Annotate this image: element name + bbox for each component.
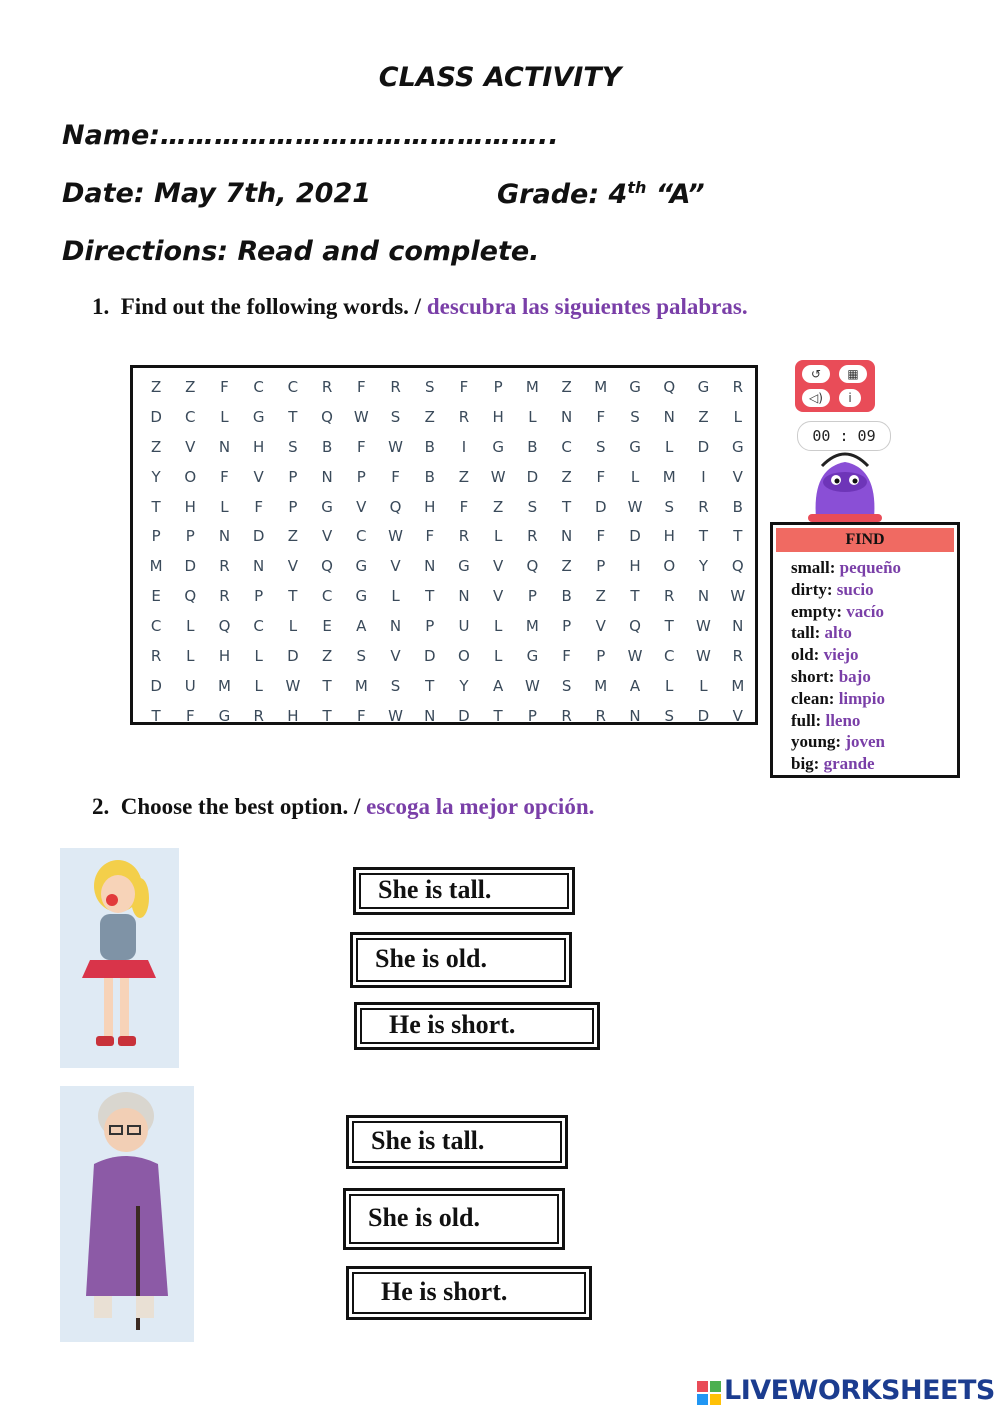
grid-letter[interactable]: G	[629, 437, 641, 456]
grid-letter[interactable]: P	[493, 377, 503, 396]
question-2: 2. Choose the best option. / escoga la mejor opción.	[92, 794, 595, 819]
timer: 00 : 09	[797, 421, 891, 451]
find-word-item	[791, 753, 901, 775]
grid-letter[interactable]: Q	[526, 557, 539, 576]
grid-letter[interactable]: L	[699, 676, 708, 695]
grid-letter[interactable]: V	[732, 467, 743, 486]
grid-letter[interactable]: V	[493, 587, 504, 606]
grid-letter[interactable]: M	[149, 557, 163, 576]
grid-row	[139, 701, 755, 731]
grid-letter[interactable]: L	[288, 617, 298, 636]
grid-letter[interactable]: H	[629, 557, 641, 576]
grid-letter[interactable]: F	[220, 467, 229, 486]
find-word-en: young:	[791, 732, 842, 752]
grid-letter[interactable]: N	[560, 407, 573, 426]
grid-letter[interactable]: L	[630, 467, 640, 486]
grid-letter[interactable]: Q	[389, 497, 402, 516]
grid-letter[interactable]: W	[388, 706, 403, 725]
grid-letter[interactable]: B	[561, 587, 572, 606]
find-word-item	[791, 601, 901, 623]
grid-letter[interactable]: Z	[185, 377, 196, 396]
word-search-grid[interactable]	[130, 365, 758, 725]
option-she-is-old-1[interactable]: She is old.	[350, 932, 572, 988]
grid-letter[interactable]: V	[253, 467, 264, 486]
grid-letter[interactable]: Z	[458, 467, 470, 486]
find-word-item	[791, 688, 901, 710]
word-search-table[interactable]	[139, 372, 755, 731]
grid-letter[interactable]: H	[184, 497, 196, 516]
grid-letter[interactable]: H	[663, 527, 675, 546]
grid-letter[interactable]: P	[254, 587, 264, 606]
grid-letter[interactable]: V	[390, 646, 401, 665]
grid-letter[interactable]: W	[490, 467, 506, 486]
grade-label: Grade: 4th “A”	[497, 178, 705, 210]
find-heading: FIND	[776, 528, 954, 552]
find-word-en: small:	[791, 558, 836, 577]
grid-letter[interactable]: F	[220, 377, 229, 396]
grid-letter[interactable]: H	[253, 437, 265, 456]
grid-letter[interactable]: Q	[184, 587, 197, 606]
grid-letter[interactable]: Q	[663, 377, 676, 396]
grid-letter[interactable]: G	[492, 437, 504, 456]
grid-letter[interactable]: T	[288, 587, 298, 606]
grid-letter[interactable]: B	[321, 437, 333, 456]
grid-letter[interactable]: S	[561, 676, 572, 695]
grid-letter[interactable]: Z	[698, 407, 709, 426]
grid-letter[interactable]: Y	[151, 467, 161, 486]
grid-letter[interactable]: N	[560, 527, 573, 546]
grid-letter[interactable]: R	[664, 587, 675, 606]
grid-letter[interactable]: F	[185, 706, 195, 725]
grid-letter[interactable]: P	[596, 557, 606, 576]
grid-letter[interactable]: F	[425, 527, 435, 546]
liveworksheets-logo-icon	[697, 1381, 721, 1405]
grid-letter[interactable]: S	[527, 497, 538, 516]
grid-letter[interactable]: V	[185, 437, 196, 456]
grid-letter[interactable]: C	[185, 407, 196, 426]
girl-image	[60, 848, 179, 1068]
grid-letter[interactable]: N	[321, 467, 333, 486]
grid-letter[interactable]: L	[665, 676, 674, 695]
grid-letter[interactable]: R	[253, 706, 264, 725]
grid-letter[interactable]: L	[254, 646, 263, 665]
grid-letter[interactable]: W	[353, 407, 369, 426]
grid-letter[interactable]: Z	[595, 587, 606, 606]
grid-letter[interactable]: N	[389, 617, 402, 636]
grid-letter[interactable]: P	[527, 587, 537, 606]
find-word-item	[791, 710, 901, 732]
grid-letter[interactable]: S	[664, 497, 674, 516]
grid-letter[interactable]: F	[562, 646, 571, 665]
grid-letter[interactable]: C	[356, 527, 367, 546]
grid-letter[interactable]: M	[525, 617, 539, 636]
directions: Directions: Read and complete.	[62, 236, 540, 267]
grid-letter[interactable]: W	[388, 437, 403, 456]
grid-letter[interactable]: S	[390, 676, 401, 695]
grid-letter[interactable]: D	[287, 646, 299, 665]
grid-letter[interactable]: N	[218, 437, 231, 456]
grid-letter[interactable]: Q	[731, 557, 744, 576]
grid-letter[interactable]: D	[526, 467, 539, 486]
grid-letter[interactable]: O	[663, 557, 676, 576]
grid-letter[interactable]: S	[288, 437, 298, 456]
grid-letter[interactable]: D	[458, 706, 470, 725]
grid-letter[interactable]: T	[698, 527, 709, 546]
grid-letter[interactable]: M	[354, 676, 368, 695]
grid-letter[interactable]: B	[424, 437, 435, 456]
grid-letter[interactable]: F	[459, 377, 469, 396]
grid-letter[interactable]: D	[594, 497, 607, 516]
grid-letter[interactable]: R	[698, 497, 709, 516]
grid-row	[139, 521, 755, 551]
grid-letter[interactable]: T	[322, 706, 332, 725]
option-she-is-tall-2[interactable]: She is tall.	[346, 1115, 568, 1169]
grid-letter[interactable]: L	[220, 497, 229, 516]
grid-letter[interactable]: S	[664, 706, 674, 725]
find-word-en: full:	[791, 710, 822, 730]
find-word-es: limpio	[838, 688, 885, 708]
grid-letter[interactable]: V	[595, 617, 606, 636]
grid-letter[interactable]: F	[254, 497, 263, 516]
grid-letter[interactable]: L	[254, 676, 263, 695]
option-she-is-tall-1[interactable]: She is tall.	[353, 867, 575, 915]
page-title: CLASS ACTIVITY	[378, 62, 622, 93]
grid-letter[interactable]: F	[391, 467, 400, 486]
grid-letter[interactable]: T	[664, 617, 674, 636]
grid-letter[interactable]: M	[594, 377, 608, 396]
find-word-es: alto	[824, 623, 852, 643]
grid-letter[interactable]: E	[322, 617, 332, 636]
grid-letter[interactable]: T	[151, 497, 161, 516]
grid-letter[interactable]: T	[322, 676, 332, 695]
sound-icon[interactable]: ◁)	[802, 389, 830, 407]
grid-letter[interactable]: N	[458, 587, 470, 606]
grid-letter[interactable]: G	[458, 557, 470, 576]
grid-letter[interactable]: C	[561, 437, 572, 456]
grid-letter[interactable]: S	[424, 377, 435, 396]
grid-letter[interactable]: L	[391, 587, 400, 606]
grid-letter[interactable]: D	[150, 407, 162, 426]
grid-letter[interactable]: G	[629, 377, 641, 396]
find-word-es: viejo	[823, 645, 859, 665]
grid-letter[interactable]: F	[459, 497, 469, 516]
grid-letter[interactable]: T	[562, 497, 572, 516]
grid-letter[interactable]: H	[287, 706, 299, 725]
grid-letter[interactable]: F	[596, 527, 606, 546]
grid-letter[interactable]: R	[527, 527, 538, 546]
grid-letter[interactable]: F	[596, 467, 606, 486]
grid-letter[interactable]: G	[697, 377, 710, 396]
grid-letter[interactable]: G	[252, 407, 265, 426]
grid-letter[interactable]: H	[424, 497, 436, 516]
grid-letter[interactable]: T	[151, 706, 161, 725]
grid-letter[interactable]: Q	[629, 617, 641, 636]
grid-letter[interactable]: V	[356, 497, 367, 516]
grid-letter[interactable]: A	[356, 617, 367, 636]
grid-letter[interactable]: L	[186, 646, 195, 665]
grid-row	[139, 641, 755, 671]
grid-letter[interactable]: U	[458, 617, 470, 636]
game-controls	[795, 360, 875, 412]
grid-letter[interactable]: R	[561, 706, 572, 725]
grid-letter[interactable]: B	[732, 497, 743, 516]
find-word-es: sucio	[836, 579, 874, 599]
grid-letter[interactable]: L	[493, 646, 503, 665]
grid-letter[interactable]: R	[458, 527, 470, 546]
grid-letter[interactable]: M	[525, 377, 539, 396]
grid-letter[interactable]: W	[696, 646, 711, 665]
grid-letter[interactable]: Z	[321, 646, 333, 665]
grid-letter[interactable]: G	[731, 437, 744, 456]
grid-letter[interactable]: C	[663, 646, 675, 665]
grid-letter[interactable]: I	[461, 437, 467, 456]
grid-letter[interactable]: W	[627, 497, 643, 516]
find-word-item	[791, 731, 901, 753]
grid-letter[interactable]: H	[218, 646, 231, 665]
name-line: Name:……………………………………..	[62, 120, 559, 151]
question-1: 1. Find out the following words. / descubra las siguientes palabras.	[92, 294, 748, 319]
grid-letter[interactable]: G	[355, 587, 368, 606]
find-word-es: vacío	[846, 601, 885, 621]
grid-letter[interactable]: N	[697, 587, 710, 606]
grid-letter[interactable]: G	[321, 497, 333, 516]
find-word-en: old:	[791, 645, 820, 665]
grid-letter[interactable]: W	[696, 617, 711, 636]
find-word-en: empty:	[791, 601, 842, 621]
grid-letter[interactable]: R	[390, 377, 401, 396]
grid-letter[interactable]: A	[493, 676, 504, 695]
grid-letter[interactable]: F	[356, 377, 366, 396]
grid-letter[interactable]: M	[218, 676, 231, 695]
grid-letter[interactable]: T	[425, 587, 435, 606]
find-word-es: joven	[845, 732, 885, 752]
grid-letter[interactable]: R	[732, 646, 743, 665]
grid-letter[interactable]: B	[424, 467, 435, 486]
grid-letter[interactable]: P	[288, 497, 298, 516]
grid-letter[interactable]: N	[732, 617, 744, 636]
find-word-es: grande	[823, 754, 875, 774]
info-icon[interactable]: i	[839, 389, 861, 407]
find-panel	[770, 522, 960, 778]
grid-letter[interactable]: L	[665, 437, 674, 456]
grid-row	[139, 372, 755, 402]
grid-letter[interactable]: V	[390, 557, 401, 576]
grid-letter[interactable]: R	[458, 407, 470, 426]
grid-letter[interactable]: L	[220, 407, 229, 426]
grid-letter[interactable]: M	[594, 676, 608, 695]
girl-illustration	[60, 848, 179, 1068]
grid-letter[interactable]: D	[252, 527, 265, 546]
grid-letter[interactable]: V	[287, 557, 298, 576]
find-word-en: dirty:	[791, 579, 833, 599]
option-she-is-old-2[interactable]: She is old.	[343, 1188, 565, 1250]
grid-letter[interactable]: Z	[150, 377, 162, 396]
grid-letter[interactable]: P	[356, 467, 366, 486]
grid-row	[139, 551, 755, 581]
grid-letter[interactable]: T	[493, 706, 503, 725]
grid-row	[139, 492, 755, 522]
grid-letter[interactable]: G	[526, 646, 539, 665]
grid-letter[interactable]: E	[151, 587, 161, 606]
grid-letter[interactable]: D	[697, 437, 710, 456]
grid-letter[interactable]: S	[596, 437, 606, 456]
grid-row	[139, 671, 755, 701]
grid-letter[interactable]: L	[733, 407, 742, 426]
grid-letter[interactable]: W	[730, 587, 746, 606]
grid-letter[interactable]: P	[425, 617, 435, 636]
grid-letter[interactable]: M	[731, 676, 745, 695]
grid-letter[interactable]: G	[218, 706, 231, 725]
grid-letter[interactable]: R	[219, 557, 230, 576]
grid-letter[interactable]: S	[630, 407, 640, 426]
grid-letter[interactable]: R	[732, 377, 743, 396]
grid-letter[interactable]: Z	[287, 527, 299, 546]
grid-letter[interactable]: Z	[493, 497, 504, 516]
grid-letter[interactable]: Q	[218, 617, 231, 636]
grid-letter[interactable]: Z	[561, 377, 572, 396]
grid-letter[interactable]: S	[390, 407, 401, 426]
grid-letter[interactable]: T	[630, 587, 640, 606]
find-word-en: clean:	[791, 688, 835, 708]
grid-letter[interactable]: F	[356, 437, 366, 456]
grid-letter[interactable]: I	[701, 467, 706, 486]
grid-letter[interactable]: P	[288, 467, 298, 486]
find-word-item	[791, 666, 901, 688]
grid-icon[interactable]: ▦	[839, 365, 867, 383]
grid-letter[interactable]: N	[253, 557, 265, 576]
grid-row	[139, 432, 755, 462]
grid-row	[139, 402, 755, 432]
grid-letter[interactable]: W	[627, 646, 643, 665]
grid-letter[interactable]: C	[253, 377, 264, 396]
find-word-item	[791, 579, 901, 601]
grid-letter[interactable]: R	[321, 377, 333, 396]
grid-letter[interactable]: L	[493, 527, 503, 546]
grid-letter[interactable]: P	[562, 617, 572, 636]
grid-letter[interactable]: F	[356, 706, 366, 725]
grid-letter[interactable]: R	[219, 587, 230, 606]
find-word-item	[791, 622, 901, 644]
find-word-item	[791, 557, 901, 579]
grid-letter[interactable]: W	[524, 676, 540, 695]
grid-letter[interactable]: N	[629, 706, 641, 725]
liveworksheets-logo[interactable]: LIVEWORKSHEETS	[724, 1375, 995, 1406]
grid-row	[139, 581, 755, 611]
grid-letter[interactable]: L	[493, 617, 503, 636]
grid-letter[interactable]: D	[150, 676, 162, 695]
grid-letter[interactable]: P	[151, 527, 161, 546]
grid-letter[interactable]: G	[355, 557, 368, 576]
grid-letter[interactable]: H	[492, 407, 504, 426]
grid-letter[interactable]: P	[185, 527, 195, 546]
grid-letter[interactable]: P	[527, 706, 537, 725]
grid-letter[interactable]: Q	[321, 407, 333, 426]
grid-letter[interactable]: T	[425, 676, 435, 695]
grid-letter[interactable]: V	[321, 527, 333, 546]
grid-letter[interactable]: Y	[698, 557, 709, 576]
grid-letter[interactable]: L	[186, 617, 195, 636]
find-word-en: tall:	[791, 623, 821, 643]
grid-letter[interactable]: C	[321, 587, 333, 606]
grid-letter[interactable]: A	[629, 676, 641, 695]
grid-letter[interactable]: C	[150, 617, 162, 636]
grandma-image	[60, 1086, 194, 1342]
grid-letter[interactable]: C	[253, 617, 264, 636]
grid-letter[interactable]: T	[733, 527, 743, 546]
grid-letter[interactable]: V	[732, 706, 743, 725]
option-he-is-short-1[interactable]: He is short.	[354, 1002, 600, 1050]
grid-letter[interactable]: Y	[459, 676, 469, 695]
grid-letter[interactable]: U	[184, 676, 196, 695]
grid-letter[interactable]: R	[595, 706, 606, 725]
grid-letter[interactable]: O	[184, 467, 197, 486]
grid-letter[interactable]: F	[596, 407, 606, 426]
grid-letter[interactable]: B	[527, 437, 538, 456]
grid-letter[interactable]: N	[218, 527, 231, 546]
grid-letter[interactable]: M	[662, 467, 676, 486]
find-word-es: lleno	[825, 710, 861, 730]
date-label: Date: May 7th, 2021	[62, 178, 372, 209]
grid-letter[interactable]: O	[458, 646, 470, 665]
grid-letter[interactable]: N	[663, 407, 675, 426]
grid-letter[interactable]: V	[493, 557, 504, 576]
grid-letter[interactable]: Z	[150, 437, 162, 456]
find-word-en: big:	[791, 754, 820, 774]
grid-letter[interactable]: N	[424, 557, 436, 576]
grid-letter[interactable]: Q	[321, 557, 333, 576]
grid-letter[interactable]: D	[697, 706, 710, 725]
grid-letter[interactable]: Z	[561, 557, 572, 576]
find-word-item	[791, 644, 901, 666]
grid-letter[interactable]: W	[388, 527, 403, 546]
grid-letter[interactable]: D	[184, 557, 197, 576]
grid-letter[interactable]: R	[150, 646, 162, 665]
find-word-es: pequeño	[839, 558, 902, 577]
grid-letter[interactable]: L	[528, 407, 537, 426]
find-word-es: bajo	[838, 666, 871, 686]
grandma-illustration	[60, 1086, 194, 1342]
grid-row	[139, 462, 755, 492]
mascot-icon	[800, 448, 890, 524]
grid-letter[interactable]: D	[629, 527, 641, 546]
grid-letter[interactable]: N	[424, 706, 436, 725]
grid-letter[interactable]: T	[288, 407, 298, 426]
grid-letter[interactable]: P	[596, 646, 606, 665]
grid-letter[interactable]: S	[356, 646, 367, 665]
undo-icon[interactable]: ↺	[802, 365, 830, 383]
find-word-list	[791, 557, 901, 775]
grid-letter[interactable]: Z	[424, 407, 435, 426]
grid-letter[interactable]: D	[423, 646, 436, 665]
option-he-is-short-2[interactable]: He is short.	[346, 1266, 592, 1320]
grid-letter[interactable]: Z	[561, 467, 572, 486]
grid-letter[interactable]: W	[285, 676, 301, 695]
find-word-en: short:	[791, 666, 835, 686]
grid-row	[139, 611, 755, 641]
grid-letter[interactable]: C	[287, 377, 299, 396]
